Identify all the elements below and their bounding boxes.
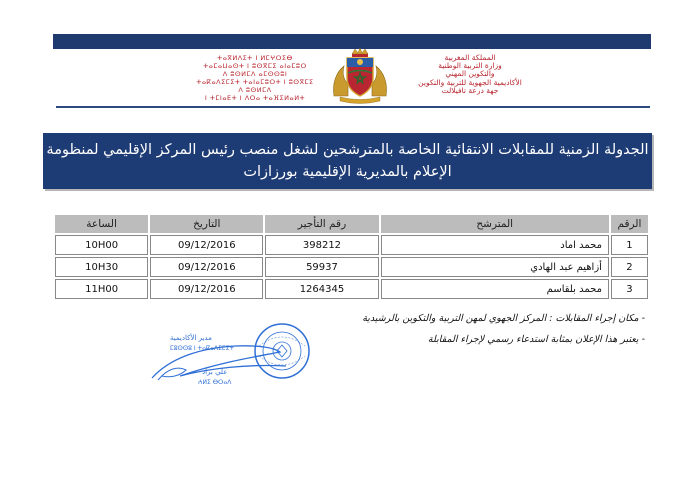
cell-date: 09/12/2016 bbox=[150, 279, 263, 299]
signature-title-ar: مدير الأكاديمية bbox=[170, 334, 212, 342]
note-text: يعتبر هذا الإعلان بمثابة استدعاء رسمي لإجراء المقابلة bbox=[427, 334, 639, 345]
cell-number: 3 bbox=[611, 279, 648, 299]
tifinagh-line: ⵜⴰⵎⴰⵡⴰⵙⵜ ⵏ ⵓⵙⴳⵎⵉ ⴰⵏⴰⵎⵓⵔ bbox=[203, 62, 307, 70]
cell-number: 1 bbox=[611, 235, 648, 255]
cell-payroll-number: 59937 bbox=[265, 257, 378, 277]
header-date: التاريخ bbox=[150, 215, 263, 233]
cell-date: 09/12/2016 bbox=[150, 257, 263, 277]
cell-candidate: محمد اماد bbox=[381, 235, 609, 255]
signature-title-tifinagh: ⵎⵓⵙⵙⵓ ⵏ ⵜⴰⴽⴰⴷⵉⵎⵉⵜ bbox=[170, 345, 235, 352]
cell-number: 2 bbox=[611, 257, 648, 277]
arabic-institution-name bbox=[395, 54, 545, 95]
table-row bbox=[55, 235, 648, 255]
header-time: الساعة bbox=[55, 215, 148, 233]
table-row bbox=[55, 257, 648, 277]
tifinagh-line: ⴷ ⵓⵙⵍⵎⴷ ⴰⵎⵙⵙⵓⵏ bbox=[222, 70, 288, 78]
arabic-header-line: الأكاديمية الجهوية للتربية والتكوين bbox=[418, 77, 522, 87]
signature-name-ar: علي براد bbox=[202, 368, 228, 376]
header-number: الرقم bbox=[611, 215, 648, 233]
tifinagh-line: ⵜⴰⴽⴰⴷⵉⵎⵉⵜ ⵜⴰⵏⴰⵎⵓⵔⵜ ⵏ ⵓⵙⴳⵎⵉ bbox=[196, 78, 314, 86]
cell-candidate: أزاهيم عبد الهادي bbox=[381, 257, 609, 277]
tifinagh-line: ⵏ ⵜⵎⵏⴰⴹⵜ ⵏ ⴷⵔⴰ ⵜⴰⴼⵉⵍⴰⵍⵜ bbox=[204, 94, 306, 102]
tifinagh-institution-name bbox=[190, 54, 320, 102]
official-summons-note: - يعتبر هذا الإعلان بمثابة استدعاء رسمي لإجراء المقابلة bbox=[427, 334, 645, 345]
cell-payroll-number: 398212 bbox=[265, 235, 378, 255]
cell-time: 10H00 bbox=[55, 235, 148, 255]
header-divider bbox=[56, 106, 650, 108]
cell-date: 09/12/2016 bbox=[150, 235, 263, 255]
header-payroll-number: رقم التأجير bbox=[265, 215, 378, 233]
header-candidate: المترشح bbox=[381, 215, 609, 233]
arabic-header-line: المملكة المغربية bbox=[444, 53, 496, 62]
tifinagh-line: ⵜⴰⴳⵍⴷⵉⵜ ⵏ ⵍⵎⵖⵔⵉⴱ bbox=[217, 54, 293, 62]
tifinagh-line: ⴷ ⵓⵙⵍⵎⴷ bbox=[238, 86, 272, 94]
cell-candidate: محمد بلقاسم bbox=[381, 279, 609, 299]
title-line-1: الجدولة الزمنية للمقابلات الانتقائية الخاصة بالمترشحين لشغل منصب رئيس المركز الإقليمي لمنظومة bbox=[46, 142, 649, 158]
cell-payroll-number: 1264345 bbox=[265, 279, 378, 299]
arabic-header-line: والتكوين المهني bbox=[445, 69, 495, 79]
table-row bbox=[55, 279, 648, 299]
interview-schedule-table bbox=[53, 213, 650, 301]
interview-location-note: - مكان إجراء المقابلات : المركز الجهوي لمهن التربية والتكوين بالرشيدية bbox=[362, 313, 645, 324]
arabic-header-line: جهة درعة تافيلالت bbox=[441, 85, 499, 95]
cell-time: 11H00 bbox=[55, 279, 148, 299]
cell-time: 10H30 bbox=[55, 257, 148, 277]
official-stamp-seal bbox=[253, 322, 311, 380]
moroccan-coat-of-arms-emblem bbox=[328, 46, 392, 104]
arabic-header-line: وزارة التربية الوطنية bbox=[438, 61, 502, 71]
document-title-banner bbox=[43, 133, 652, 189]
table-header-row bbox=[55, 215, 648, 233]
signature-name-tifinagh: ⵄⵍⵉ ⴱⵔⴰⴷ bbox=[198, 379, 232, 386]
title-line-2: الإعلام بالمديرية الإقليمية بورزازات bbox=[243, 164, 452, 180]
note-text: مكان إجراء المقابلات : المركز الجهوي لمهن التربية والتكوين بالرشيدية bbox=[362, 313, 639, 324]
